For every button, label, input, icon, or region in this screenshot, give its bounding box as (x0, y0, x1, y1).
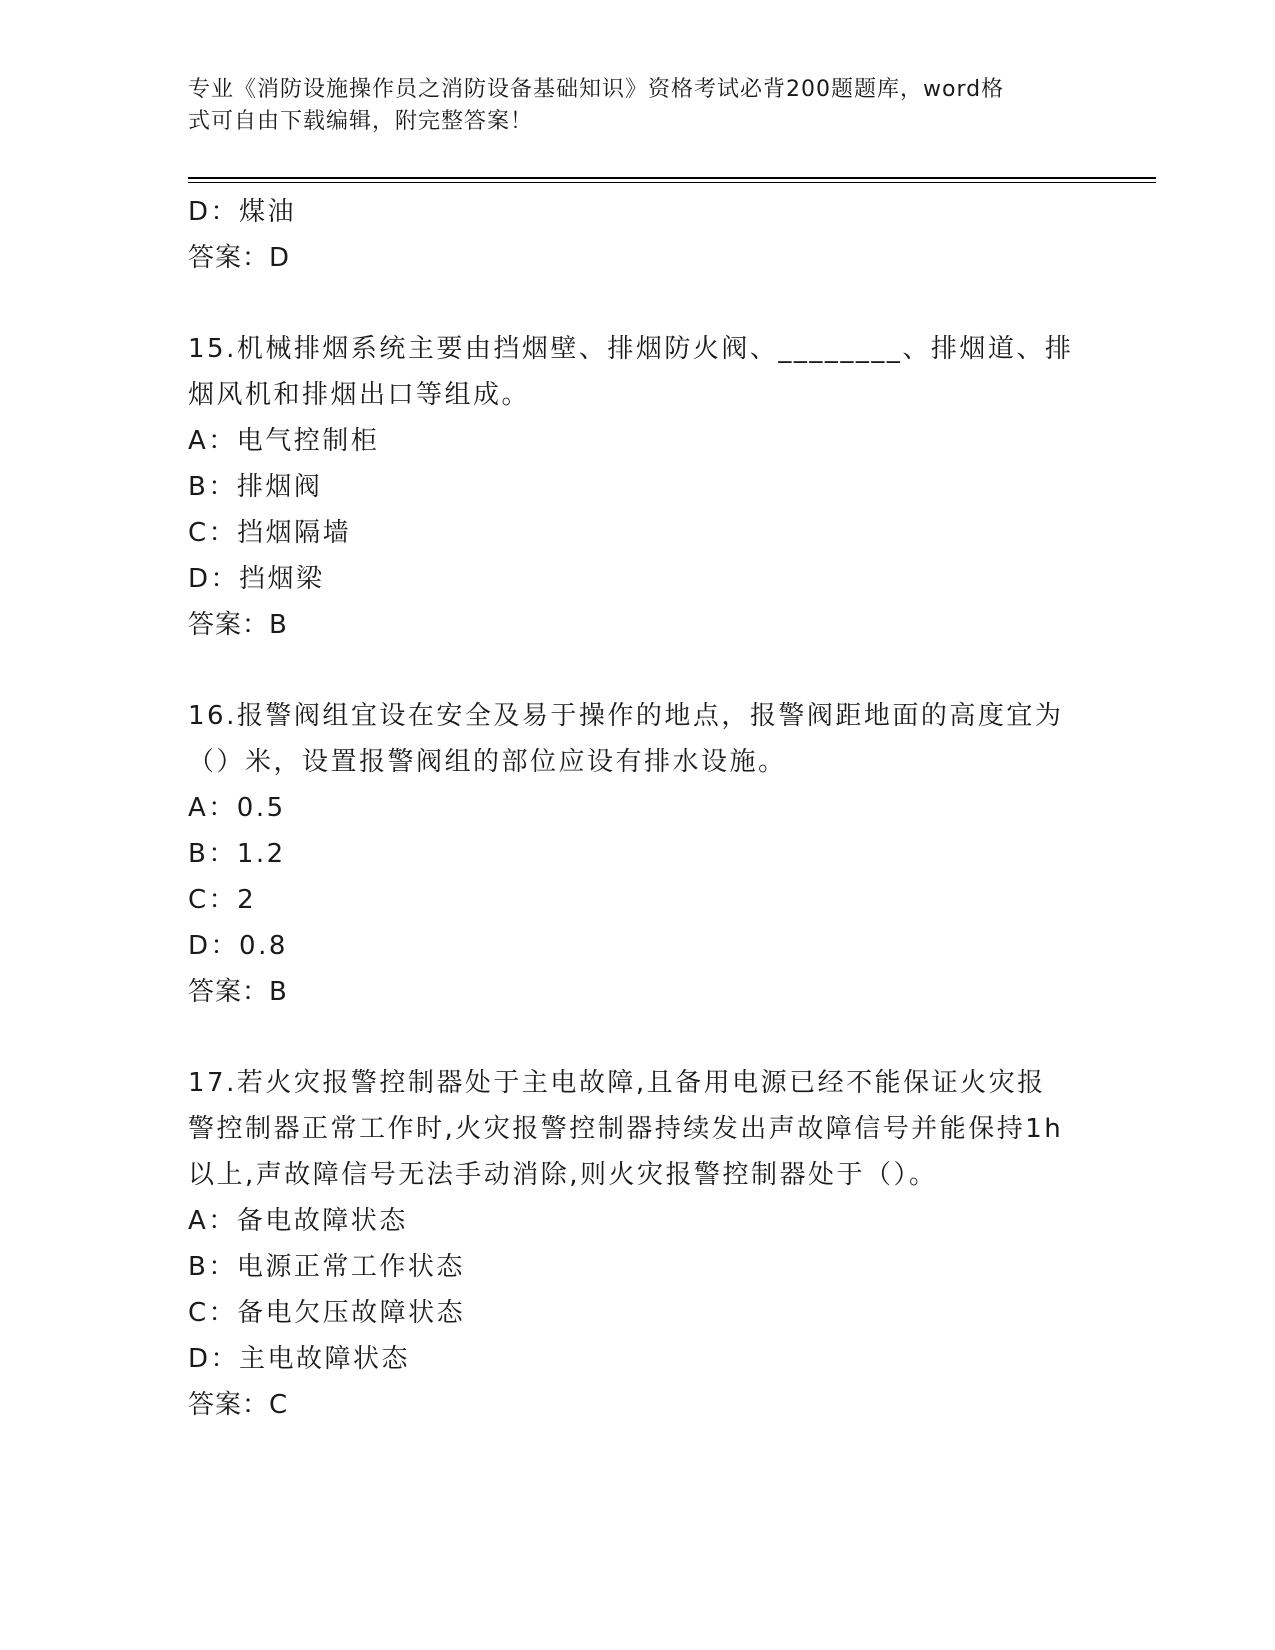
option-line: A：0.5 (188, 793, 286, 823)
question-text-line: 15.机械排烟系统主要由挡烟壁、排烟防火阀、________、排烟道、排 (188, 334, 1074, 364)
answer-line: 答案：D (188, 243, 291, 273)
option-line: C：2 (188, 885, 257, 915)
option-line: D：主电故障状态 (188, 1344, 411, 1374)
option-line: A：备电故障状态 (188, 1206, 408, 1236)
option-line: B：排烟阀 (188, 472, 323, 502)
answer-line: 答案：B (188, 977, 288, 1007)
option-line: D：挡烟梁 (188, 564, 325, 594)
header-line-2: 式可自由下载编辑，附完整答案！ (188, 109, 534, 134)
option-line: C：备电欠压故障状态 (188, 1298, 466, 1328)
option-line: A：电气控制柜 (188, 426, 380, 456)
spacer (188, 1015, 1088, 1060)
answer-line: 答案：C (188, 1390, 289, 1420)
header-rule-thin (188, 182, 1156, 183)
spacer (188, 281, 1088, 326)
answer-line: 答案：B (188, 610, 288, 640)
question-text-line: 以上,声故障信号无法手动消除,则火灾报警控制器处于（）。 (188, 1160, 938, 1190)
question-text-line: 烟风机和排烟出口等组成。 (188, 380, 531, 410)
question-text-line: 警控制器正常工作时,火灾报警控制器持续发出声故障信号并能保持1h (188, 1114, 1064, 1144)
question-text-line: 16.报警阀组宜设在安全及易于操作的地点，报警阀距地面的高度宜为 (188, 701, 1064, 731)
question-text-line: （）米，设置报警阀组的部位应设有排水设施。 (188, 747, 787, 777)
question-text-line: 17.若火灾报警控制器处于主电故障,且备用电源已经不能保证火灾报 (188, 1068, 1046, 1098)
question-content (188, 189, 1088, 1428)
header-rule-thick (188, 177, 1156, 179)
option-line: D：0.8 (188, 931, 288, 961)
document-header (188, 74, 1078, 138)
option-line: C：挡烟隔墙 (188, 518, 352, 548)
header-line-1: 专业《消防设施操作员之消防设备基础知识》资格考试必背200题题库，word格 (188, 77, 1005, 102)
spacer (188, 648, 1088, 693)
option-line: D：煤油 (188, 197, 297, 227)
option-line: B：电源正常工作状态 (188, 1252, 465, 1282)
option-line: B：1.2 (188, 839, 286, 869)
